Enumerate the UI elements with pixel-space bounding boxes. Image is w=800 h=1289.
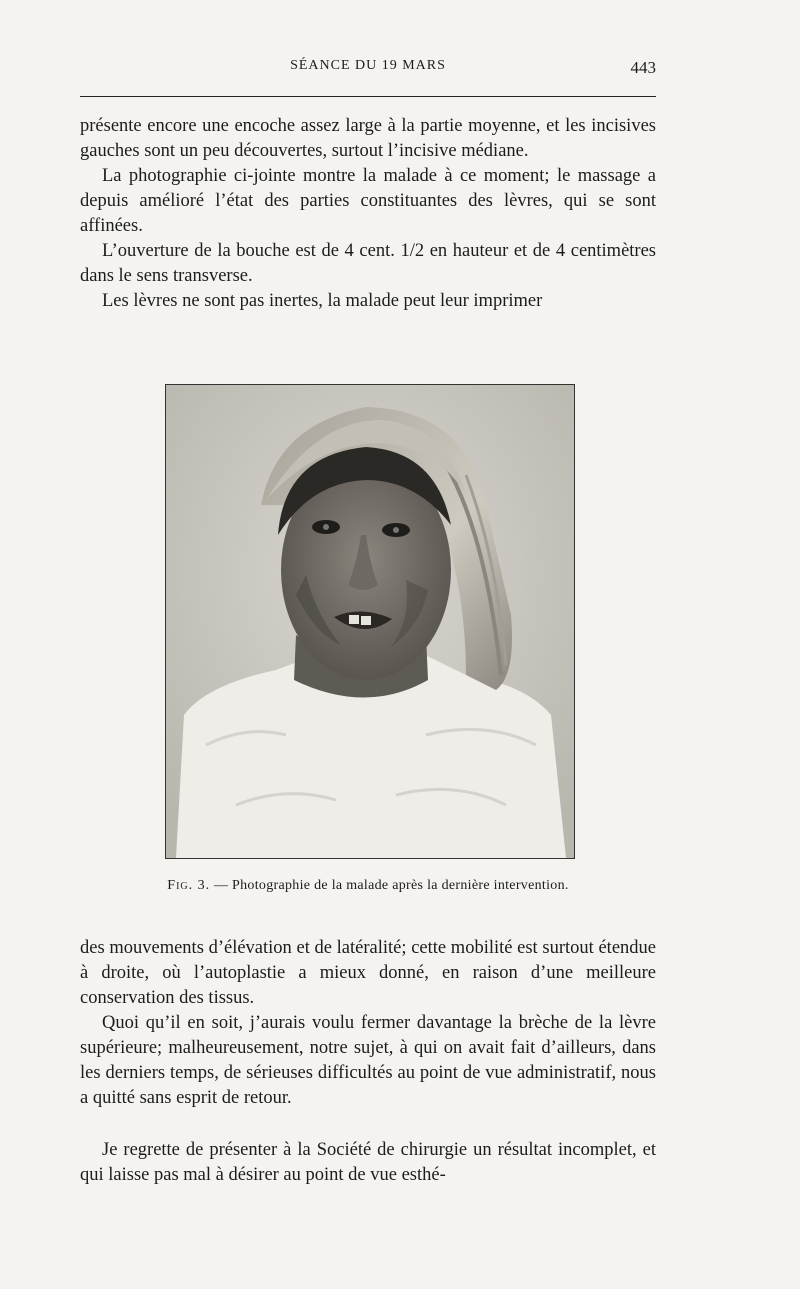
- figure-caption: [80, 878, 656, 894]
- paragraph: Quoi qu’il en soit, j’aurais voulu fermer davantage la brèche de la lèvre supérieure; malheureusement, notre sujet, à qui on avait fait d’ailleurs, dans les derniers temps, de sérieuses difficultés au point de vue administratif, nous a quitté sans esprit de retour.: [80, 1013, 656, 1108]
- paragraph: La photographie ci-jointe montre la malade à ce moment; le massage a depuis amélioré l’état des parties constituantes des lèvres, qui se sont affinées.: [80, 166, 656, 236]
- figure-caption-text: — Photographie de la malade après la dernière intervention.: [210, 878, 569, 893]
- paragraph: Je regrette de présenter à la Société de chirurgie un résultat incomplet, et qui laisse pas mal à désirer au point de vue esthé-: [80, 1140, 656, 1185]
- figure-label: Fig. 3.: [167, 878, 211, 893]
- portrait-photograph: [165, 384, 575, 859]
- body-text-top: [80, 114, 656, 314]
- body-text-bottom: [80, 1138, 656, 1188]
- paragraph: présente encore une encoche assez large à la partie moyenne, et les incisives gauches sont un peu découvertes, surtout l’incisive médiane.: [80, 116, 656, 161]
- running-head: SÉANCE DU 19 MARS: [290, 58, 446, 73]
- page-header: [80, 58, 656, 82]
- page-number: 443: [630, 58, 656, 77]
- paragraph: L’ouverture de la bouche est de 4 cent. 1/2 en hauteur et de 4 centimètres dans le sens transverse.: [80, 241, 656, 286]
- body-text-middle: [80, 936, 656, 1111]
- header-rule: [80, 96, 656, 97]
- portrait-photo-image: [166, 385, 574, 858]
- paragraph: Les lèvres ne sont pas inertes, la malade peut leur imprimer: [102, 291, 543, 311]
- paragraph: des mouvements d’élévation et de latéralité; cette mobilité est surtout étendue à droite, où l’autoplastie a mieux donné, en raison d’une meilleure conservation des tissus.: [80, 938, 656, 1008]
